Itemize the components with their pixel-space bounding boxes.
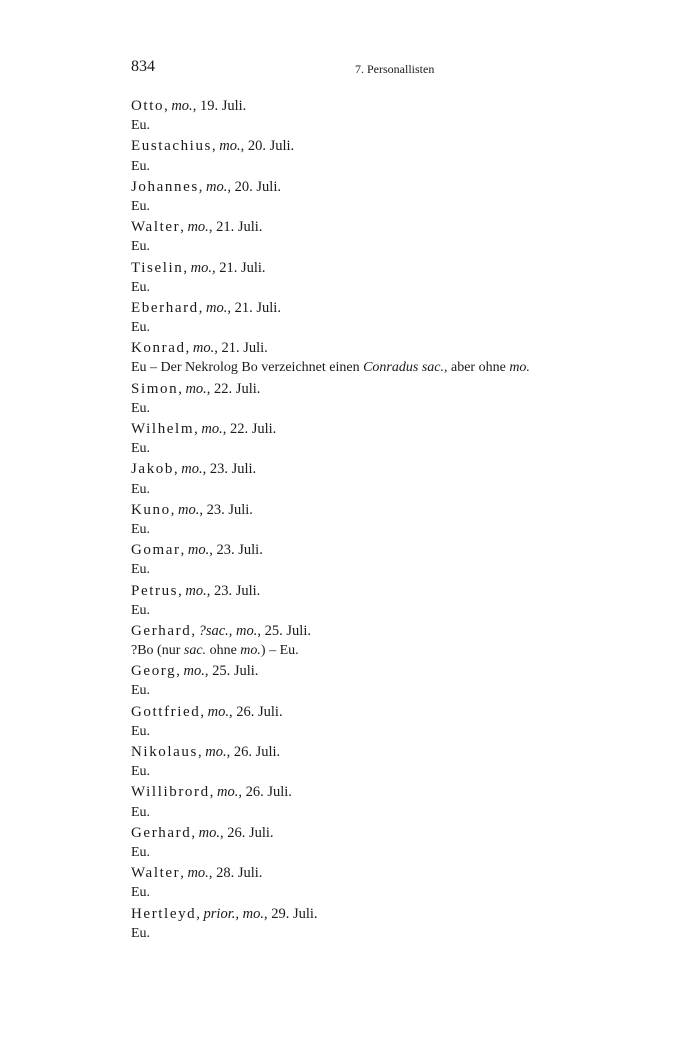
note-text: , aber ohne bbox=[444, 360, 510, 376]
date-text: , 26. Juli. bbox=[226, 744, 281, 760]
entry-heading: Petrus, mo., 23. Juli. bbox=[131, 582, 261, 599]
note-text: Eu. bbox=[131, 320, 151, 336]
person-name: Johannes bbox=[131, 178, 199, 195]
note-italic: sac. bbox=[183, 643, 207, 659]
title-abbrev: mo. bbox=[171, 98, 193, 114]
entry-heading: Walter, mo., 21. Juli. bbox=[131, 219, 263, 236]
date-text: , 20. Juli. bbox=[227, 178, 281, 195]
date-text: , 26. Juli. bbox=[238, 784, 292, 801]
entry-heading: Eberhard, mo., 21. Juli. bbox=[131, 299, 281, 316]
person-name: Georg bbox=[131, 663, 177, 680]
entry-source-note bbox=[131, 560, 691, 580]
entry-heading: Walter, mo., 28. Juli. bbox=[131, 865, 263, 882]
date-text: , 21. Juli. bbox=[211, 259, 266, 276]
person-name: Jakob bbox=[131, 461, 174, 478]
date-text: , 20. Juli. bbox=[240, 138, 295, 155]
entry-heading: Kuno, mo., 23. Juli. bbox=[131, 501, 253, 518]
note-text: Eu. bbox=[131, 198, 151, 214]
note-text: Eu. bbox=[131, 683, 151, 699]
entry-source-note bbox=[131, 762, 691, 782]
title-abbrev: mo. bbox=[181, 461, 203, 478]
note-text: Eu. bbox=[131, 279, 151, 295]
entry-source-note bbox=[131, 358, 691, 378]
date-text: , 19. Juli. bbox=[192, 98, 247, 114]
person-name: Willibrord bbox=[131, 784, 210, 801]
entry-heading: Georg, mo., 25. Juli. bbox=[131, 663, 259, 680]
date-text: , 23. Juli. bbox=[202, 461, 257, 478]
note-text: Eu. bbox=[131, 804, 151, 820]
person-name: Gomar bbox=[131, 542, 181, 559]
entry-source-note bbox=[131, 157, 691, 177]
note-text: Eu. bbox=[131, 844, 151, 860]
note-text: ohne bbox=[206, 643, 241, 659]
entry-source-note bbox=[131, 520, 691, 540]
person-name: Simon bbox=[131, 380, 179, 397]
title-abbrev: mo. bbox=[198, 824, 220, 841]
title-abbrev: mo. bbox=[192, 340, 215, 357]
title-abbrev: mo. bbox=[201, 421, 223, 437]
date-text: , 26. Juli. bbox=[229, 703, 283, 720]
date-text: , 21. Juli. bbox=[227, 299, 281, 316]
note-text: ?Bo (nur bbox=[131, 643, 184, 659]
entry-heading: Gerhard, ?sac., mo., 25. Juli. bbox=[131, 622, 311, 639]
entry-source-note bbox=[131, 722, 691, 742]
entry-source-note bbox=[131, 399, 691, 419]
entry-source-note bbox=[131, 843, 691, 863]
title-abbrev: mo. bbox=[185, 380, 207, 397]
title-abbrev: mo. bbox=[187, 219, 209, 236]
date-text: , 23. Juli. bbox=[199, 501, 253, 518]
entry-heading: Eustachius, mo., 20. Juli. bbox=[131, 138, 295, 155]
note-italic: mo. bbox=[509, 360, 530, 376]
date-text: , 25. Juli. bbox=[204, 663, 259, 680]
note-text: Eu. bbox=[131, 441, 151, 457]
title-abbrev: mo. bbox=[206, 178, 228, 195]
note-text: Eu. bbox=[131, 481, 151, 497]
entry-source-note bbox=[131, 318, 691, 338]
note-text: Eu. bbox=[131, 925, 151, 941]
entry-heading: Konrad, mo., 21. Juli. bbox=[131, 340, 268, 357]
date-text: , 26. Juli. bbox=[219, 824, 274, 841]
person-name: Eustachius bbox=[131, 138, 212, 155]
date-text: , 28. Juli. bbox=[208, 865, 263, 882]
title-abbrev: mo. bbox=[219, 138, 241, 155]
entry-source-note bbox=[131, 601, 691, 621]
entry-heading: Gerhard, mo., 26. Juli. bbox=[131, 824, 274, 841]
entry-source-note bbox=[131, 480, 691, 500]
entry-heading: Simon, mo., 22. Juli. bbox=[131, 380, 261, 397]
title-abbrev: mo. bbox=[187, 865, 209, 882]
entry-heading: Tiselin, mo., 21. Juli. bbox=[131, 259, 266, 276]
note-text: Eu. bbox=[131, 562, 151, 578]
title-abbrev: mo. bbox=[177, 501, 200, 518]
entry-source-note bbox=[131, 197, 691, 217]
entry-source-note bbox=[131, 439, 691, 459]
note-italic: Conradus sac. bbox=[363, 360, 444, 376]
title-abbrev: mo. bbox=[183, 663, 205, 680]
person-name: Hertleyd bbox=[131, 905, 197, 922]
note-text: Eu. bbox=[131, 602, 151, 618]
date-text: , 23. Juli. bbox=[209, 542, 263, 559]
date-text: , 29. Juli. bbox=[263, 905, 318, 922]
note-italic: mo. bbox=[240, 643, 261, 659]
note-text: Eu. bbox=[131, 764, 151, 780]
person-name: Kuno bbox=[131, 501, 171, 518]
person-name: Walter bbox=[131, 865, 181, 882]
note-text: Eu. bbox=[131, 885, 151, 901]
entry-heading: Hertleyd, prior., mo., 29. Juli. bbox=[131, 905, 318, 922]
person-name: Gottfried bbox=[131, 703, 201, 720]
entry-source-note bbox=[131, 803, 691, 823]
title-abbrev: mo. bbox=[207, 703, 229, 720]
entry-heading: Willibrord, mo., 26. Juli. bbox=[131, 784, 292, 801]
note-text: Eu. bbox=[131, 239, 151, 255]
note-text: Eu. bbox=[131, 158, 151, 174]
note-text: ) – Eu. bbox=[260, 643, 299, 659]
note-text: Eu – Der Nekrolog Bo verzeichnet einen bbox=[131, 360, 364, 376]
note-text: Eu. bbox=[131, 118, 151, 134]
entry-heading: Johannes, mo., 20. Juli. bbox=[131, 178, 281, 195]
entry-heading: Jakob, mo., 23. Juli. bbox=[131, 461, 257, 478]
person-name: Gerhard bbox=[131, 622, 192, 639]
date-text: , 23. Juli. bbox=[206, 582, 261, 599]
entry-heading: Wilhelm, mo., 22. Juli. bbox=[131, 421, 277, 437]
title-abbrev: ?sac., mo. bbox=[198, 622, 258, 639]
title-abbrev: mo. bbox=[185, 582, 207, 599]
entry-source-note bbox=[131, 278, 691, 298]
title-abbrev: mo. bbox=[190, 259, 212, 276]
entry-heading: Nikolaus, mo., 26. Juli. bbox=[131, 744, 281, 760]
title-abbrev: mo. bbox=[205, 744, 227, 760]
person-name: Konrad bbox=[131, 340, 186, 357]
person-name: Tiselin bbox=[131, 259, 184, 276]
entry-source-note bbox=[131, 681, 691, 701]
person-name: Otto bbox=[131, 98, 165, 114]
note-text: Eu. bbox=[131, 400, 151, 416]
entry-heading: Otto, mo., 19. Juli. bbox=[131, 98, 247, 114]
person-name: Nikolaus bbox=[131, 744, 198, 760]
entry-source-note bbox=[131, 924, 691, 944]
person-name: Wilhelm bbox=[131, 421, 195, 437]
date-text: , 25. Juli. bbox=[257, 622, 311, 639]
person-name: Walter bbox=[131, 219, 181, 236]
page-number: 834 bbox=[131, 58, 155, 75]
entry-source-note bbox=[131, 116, 691, 136]
person-list bbox=[131, 96, 691, 944]
page-header bbox=[131, 58, 571, 82]
note-text: Eu. bbox=[131, 723, 151, 739]
person-name: Petrus bbox=[131, 582, 179, 599]
title-abbrev: mo. bbox=[216, 784, 239, 801]
entry-heading: Gottfried, mo., 26. Juli. bbox=[131, 703, 283, 720]
date-text: , 21. Juli. bbox=[208, 219, 263, 236]
entry-heading: Gomar, mo., 23. Juli. bbox=[131, 542, 263, 559]
date-text: , 22. Juli. bbox=[206, 380, 261, 397]
person-name: Eberhard bbox=[131, 299, 199, 316]
date-text: , 21. Juli. bbox=[214, 340, 268, 357]
date-text: , 22. Juli. bbox=[222, 421, 277, 437]
title-abbrev: mo. bbox=[187, 542, 210, 559]
running-title: 7. Personallisten bbox=[355, 62, 435, 76]
note-text: Eu. bbox=[131, 521, 151, 537]
entry-source-note bbox=[131, 641, 691, 661]
entry-source-note bbox=[131, 883, 691, 903]
entry-source-note bbox=[131, 237, 691, 257]
title-abbrev: mo. bbox=[206, 299, 228, 316]
person-name: Gerhard bbox=[131, 824, 192, 841]
title-abbrev: prior., mo. bbox=[203, 905, 264, 922]
